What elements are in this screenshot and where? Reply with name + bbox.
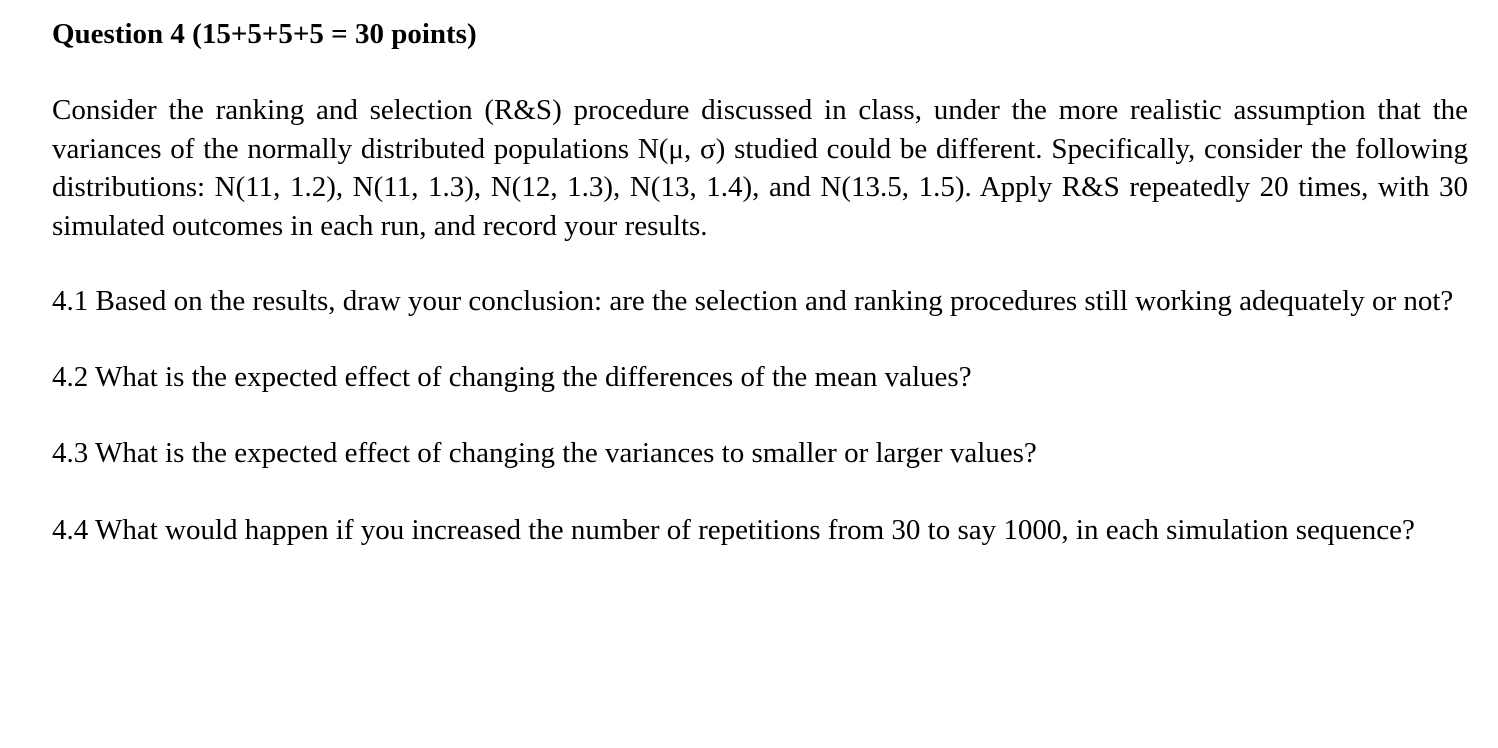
question-intro: Consider the ranking and selection (R&S) procedure discussed in class, under the more realistic assumption that the variances of the normally distributed populations N(μ, σ) studied could be different. Specifically, consider the following distributions: N(11, 1.2), N(11, 1.3), N(12, 1.3), N(13, 1.4), and N(13.5, 1.5). Apply R&S repeatedly 20 times, with 30 simulated outcomes in each run, and record your results.	[52, 94, 1468, 242]
sub-question-4-4: 4.4 What would happen if you increased the number of repetitions from 30 to say 1000, in each simulation sequence?	[52, 513, 1415, 546]
document-page	[52, 14, 1468, 549]
sub-question-4-3: 4.3 What is the expected effect of changing the variances to smaller or larger values?	[52, 437, 1037, 469]
sub-question-4-2: 4.2 What is the expected effect of changing the differences of the mean values?	[52, 360, 972, 393]
question-title: Question 4 (15+5+5+5 = 30 points)	[52, 18, 477, 50]
sub-question-4-1: 4.1 Based on the results, draw your conclusion: are the selection and ranking procedures still working adequately or not?	[52, 285, 1454, 317]
